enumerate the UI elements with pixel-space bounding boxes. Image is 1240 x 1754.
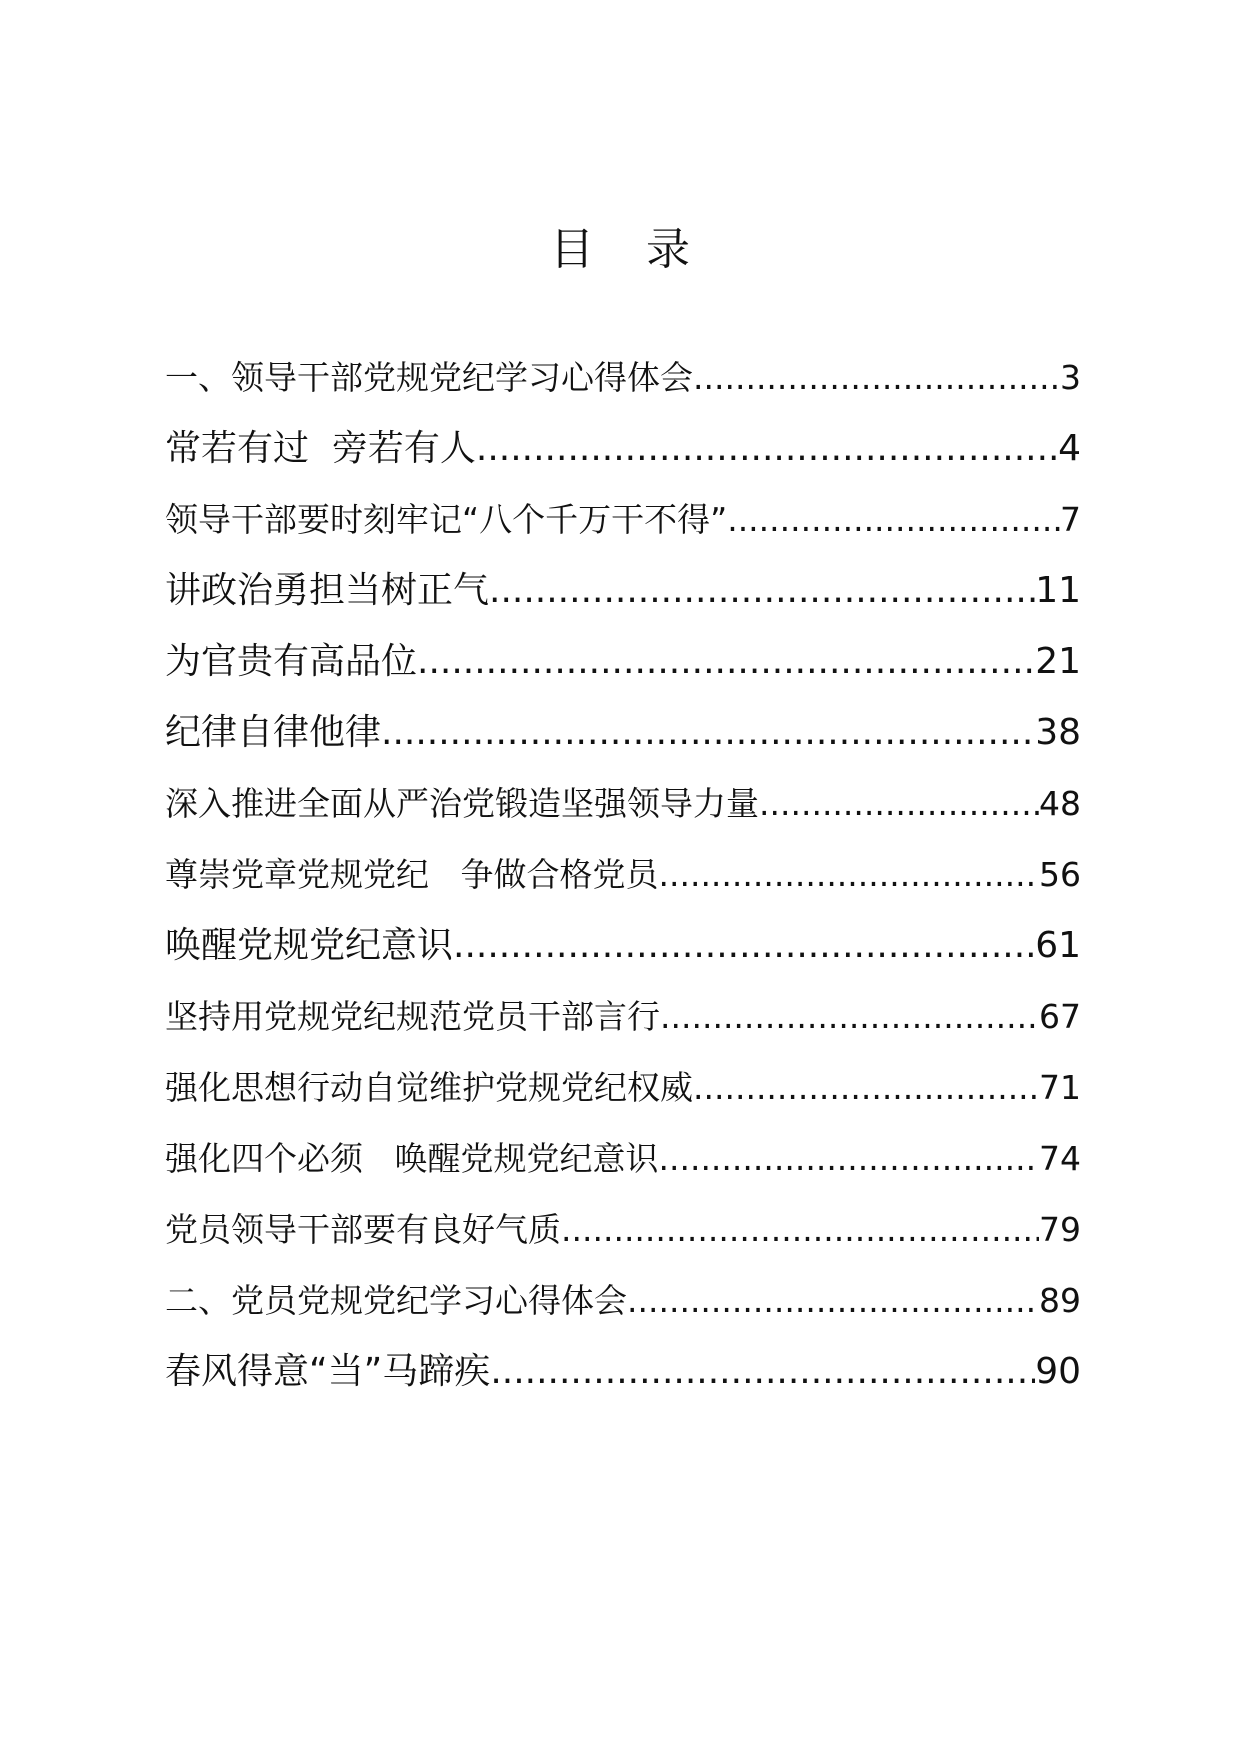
toc-entry-label: 党员领导干部要有良好气质 <box>165 1210 561 1249</box>
toc-leader-dots <box>476 413 1058 484</box>
toc-entry-label: 强化思想行动自觉维护党规党纪权威 <box>165 1068 693 1107</box>
toc-entry-page: 7 <box>1060 500 1081 539</box>
toc-entry <box>165 484 1081 555</box>
toc-entry <box>165 839 1081 910</box>
toc-entry-page: 71 <box>1039 1068 1081 1107</box>
toc-leader-dots <box>417 626 1035 697</box>
page-title: 目录 <box>550 224 742 275</box>
toc-list <box>165 342 1081 1407</box>
toc-entry <box>165 1336 1081 1407</box>
toc-leader-dots <box>658 1123 1039 1194</box>
toc-entry <box>165 768 1081 839</box>
toc-entry-page: 56 <box>1039 855 1081 894</box>
toc-leader-dots <box>489 555 1035 626</box>
toc-entry <box>165 555 1081 626</box>
toc-entry-page: 89 <box>1039 1281 1081 1320</box>
toc-entry <box>165 1123 1081 1194</box>
toc-leader-dots <box>660 981 1039 1052</box>
toc-entry-page: 4 <box>1058 428 1081 469</box>
toc-entry-label: 尊崇党章党规党纪 争做合格党员 <box>165 855 659 894</box>
toc-entry-page: 11 <box>1035 570 1081 611</box>
toc-entry-page: 79 <box>1039 1210 1081 1249</box>
toc-leader-dots <box>381 697 1035 768</box>
toc-entry-page: 48 <box>1039 784 1081 823</box>
toc-entry-page: 67 <box>1039 997 1081 1036</box>
toc-entry-label: 深入推进全面从严治党锻造坚强领导力量 <box>165 784 759 823</box>
toc-entry-label: 强化四个必须 唤醒党规党纪意识 <box>165 1139 659 1178</box>
toc-entry <box>165 910 1081 981</box>
toc-entry-label: 讲政治勇担当树正气 <box>165 570 490 611</box>
toc-entry-page: 61 <box>1035 925 1081 966</box>
toc-entry-page: 3 <box>1060 358 1081 397</box>
toc-leader-dots <box>490 1336 1035 1407</box>
toc-entry-label: 一、领导干部党规党纪学习心得体会 <box>165 358 693 397</box>
toc-entry-page: 38 <box>1035 712 1081 753</box>
toc-leader-dots <box>693 1052 1039 1123</box>
toc-entry-label: 为官贵有高品位 <box>165 641 418 682</box>
toc-entry <box>165 1265 1081 1336</box>
toc-leader-dots <box>693 342 1060 413</box>
toc-leader-dots <box>727 484 1060 555</box>
toc-entry-label: 常若有过 旁若有人 <box>165 428 476 469</box>
toc-leader-dots <box>561 1194 1039 1265</box>
toc-entry-page: 74 <box>1039 1139 1081 1178</box>
toc-entry-label: 领导干部要时刻牢记“八个千万干不得” <box>165 500 728 539</box>
toc-entry-page: 21 <box>1035 641 1081 682</box>
toc-entry-label: 二、党员党规党纪学习心得体会 <box>165 1281 627 1320</box>
toc-entry <box>165 626 1081 697</box>
toc-leader-dots <box>453 910 1035 981</box>
toc-entry-label: 坚持用党规党纪规范党员干部言行 <box>165 997 660 1036</box>
toc-entry <box>165 981 1081 1052</box>
toc-entry-label: 唤醒党规党纪意识 <box>165 925 454 966</box>
toc-entry <box>165 413 1081 484</box>
toc-entry-label: 春风得意“当”马蹄疾 <box>165 1351 491 1392</box>
toc-leader-dots <box>627 1265 1039 1336</box>
toc-entry-label: 纪律自律他律 <box>165 712 382 753</box>
toc-entry-page: 90 <box>1035 1351 1081 1392</box>
toc-entry <box>165 1194 1081 1265</box>
toc-entry <box>165 1052 1081 1123</box>
toc-leader-dots <box>658 839 1039 910</box>
toc-entry <box>165 697 1081 768</box>
toc-leader-dots <box>759 768 1039 839</box>
toc-entry <box>165 342 1081 413</box>
